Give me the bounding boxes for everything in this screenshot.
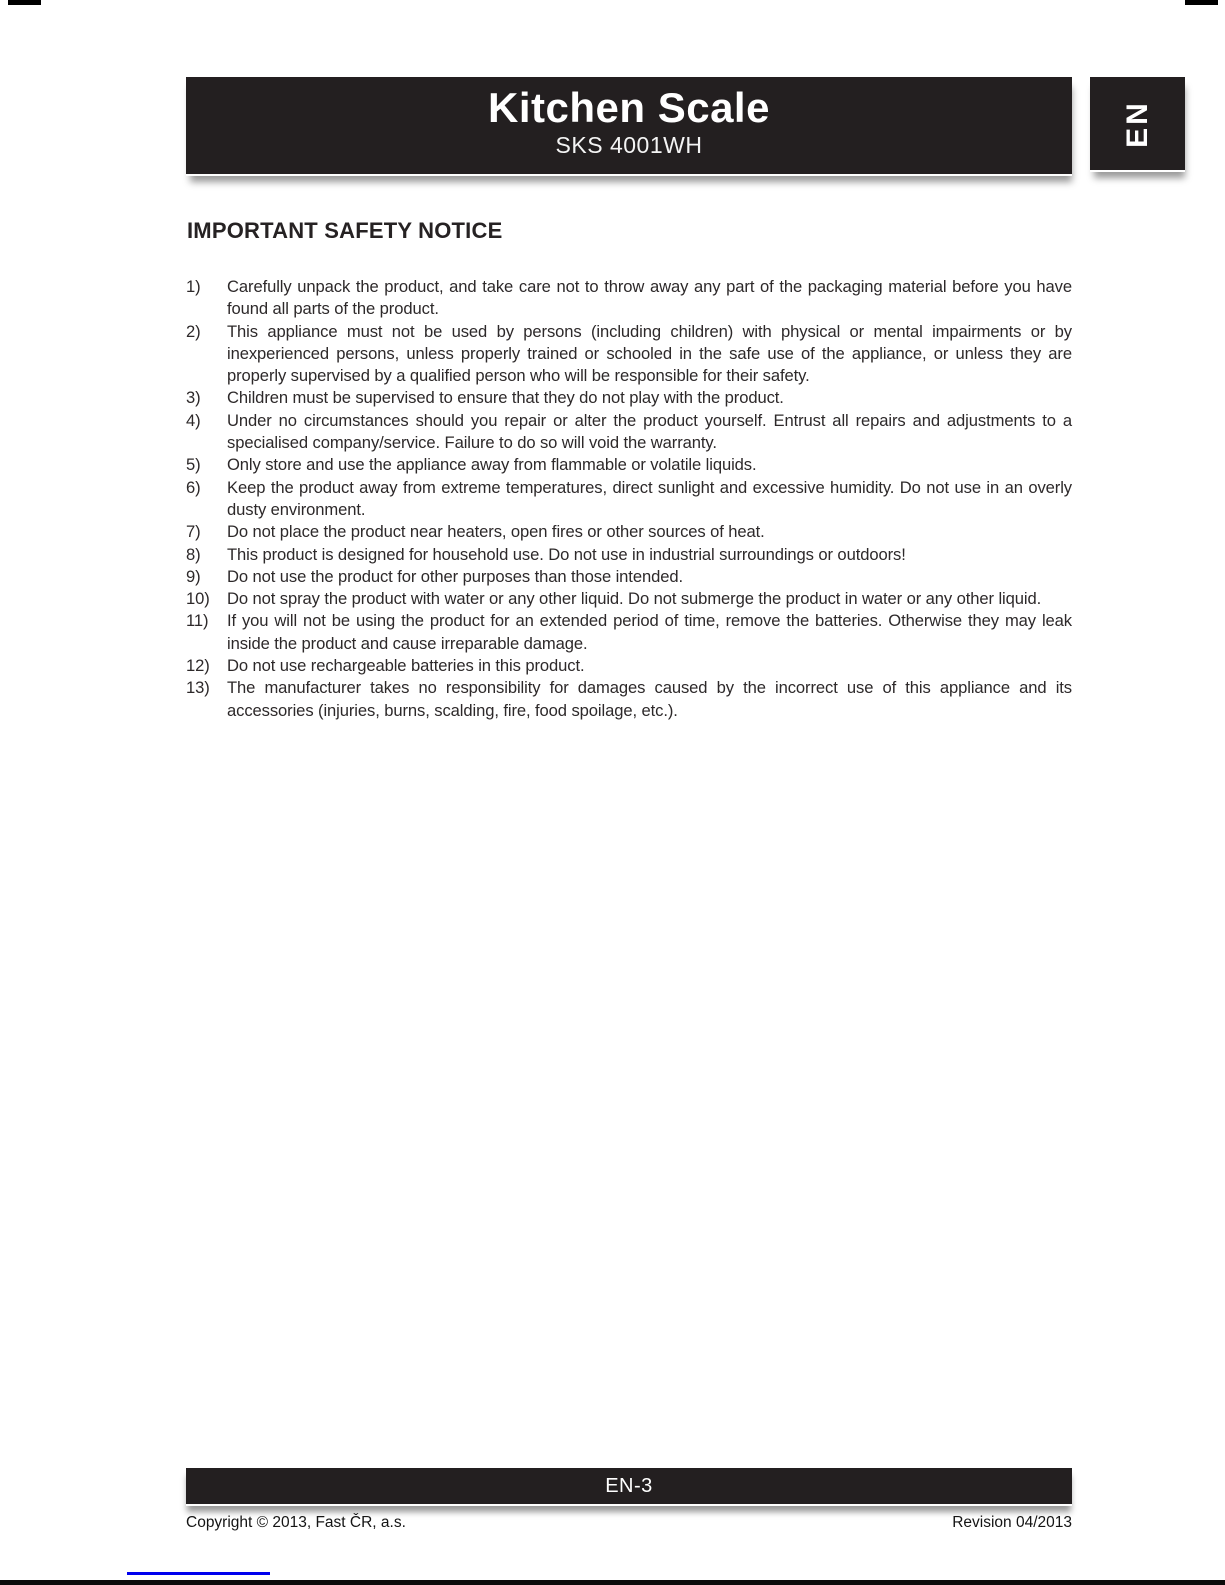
copyright-text: Copyright © 2013, Fast ČR, a.s. (186, 1514, 406, 1531)
safety-list-item (186, 655, 1072, 677)
safety-list-item (186, 521, 1072, 543)
language-tab-label: EN (1120, 99, 1154, 148)
safety-list-item (186, 677, 1072, 722)
safety-item-text: Carefully unpack the product, and take care not to throw away any part of the packaging material before you have found all parts of the product. (227, 277, 1072, 319)
safety-list-item (186, 588, 1072, 610)
safety-list-item (186, 454, 1072, 476)
product-banner (186, 77, 1072, 176)
crop-mark-top-right (1185, 0, 1218, 5)
safety-item-text: Keep the product away from extreme temperatures, direct sunlight and excessive humidity. Do not use in an overly dusty environment. (227, 477, 1072, 519)
safety-item-text: If you will not be using the product for an extended period of time, remove the batteries. Otherwise they may leak inside the product and cause irreparable damage. (227, 611, 1072, 653)
safety-item-number: 12) (186, 656, 210, 676)
safety-item-text: Do not place the product near heaters, open fires or other sources of heat. (227, 522, 765, 542)
language-tab (1090, 77, 1185, 172)
page-number-label: EN-3 (605, 1474, 653, 1497)
safety-list-item (186, 276, 1072, 321)
safety-item-text: This appliance must not be used by persons (including children) with physical or mental impairments or by inexperienced persons, unless properly trained or schooled in the safe use of the appliance, or unless they are properly supervised by a qualified person who will be responsible for their safety. (227, 321, 1072, 386)
revision-text: Revision 04/2013 (952, 1514, 1072, 1531)
safety-item-number: 5) (186, 455, 201, 475)
footer-meta (186, 1514, 1072, 1532)
safety-item-text: This product is designed for household use. Do not use in industrial surroundings or outdoors! (227, 544, 906, 564)
safety-item-number: 8) (186, 544, 201, 564)
product-model: SKS 4001WH (555, 132, 703, 158)
safety-item-number: 10) (186, 589, 210, 609)
page-edge-strip (0, 1580, 1225, 1585)
safety-item-number: 6) (186, 477, 201, 497)
safety-list-item (186, 544, 1072, 566)
safety-item-number: 3) (186, 388, 201, 408)
safety-item-number: 1) (186, 277, 201, 296)
safety-item-number: 4) (186, 410, 201, 430)
safety-item-text: Do not use the product for other purposes than those intended. (227, 566, 683, 586)
safety-list-item (186, 566, 1072, 588)
safety-list-item (186, 387, 1072, 409)
safety-item-number: 13) (186, 678, 210, 698)
safety-item-text: Do not use rechargeable batteries in this product. (227, 656, 585, 676)
page-number-bar (186, 1468, 1072, 1506)
safety-item-number: 2) (186, 321, 201, 341)
safety-list-item (186, 410, 1072, 455)
product-title: Kitchen Scale (488, 84, 770, 131)
safety-item-number: 7) (186, 522, 201, 542)
safety-item-text: Do not spray the product with water or any other liquid. Do not submerge the product in water or any other liquid. (227, 589, 1042, 609)
crop-mark-top-left (8, 0, 41, 5)
safety-item-number: 9) (186, 566, 201, 586)
safety-notice-list (186, 276, 1072, 722)
safety-item-number: 11) (186, 611, 209, 631)
safety-item-text: The manufacturer takes no responsibility for damages caused by the incorrect use of this appliance and its accessories (injuries, burns, scalding, fire, food spoilage, etc.). (227, 678, 1072, 720)
safety-list-item (186, 477, 1072, 522)
section-heading: IMPORTANT SAFETY NOTICE (187, 218, 503, 243)
safety-item-text: Children must be supervised to ensure that they do not play with the product. (227, 388, 784, 408)
safety-item-text: Only store and use the appliance away from flammable or volatile liquids. (227, 455, 757, 475)
safety-list-item (186, 610, 1072, 655)
link-underline-artifact[interactable] (127, 1572, 270, 1575)
safety-list-item (186, 321, 1072, 388)
safety-item-text: Under no circumstances should you repair or alter the product yourself. Entrust all repairs and adjustments to a specialised company/service. Failure to do so will void the warranty. (227, 410, 1072, 453)
